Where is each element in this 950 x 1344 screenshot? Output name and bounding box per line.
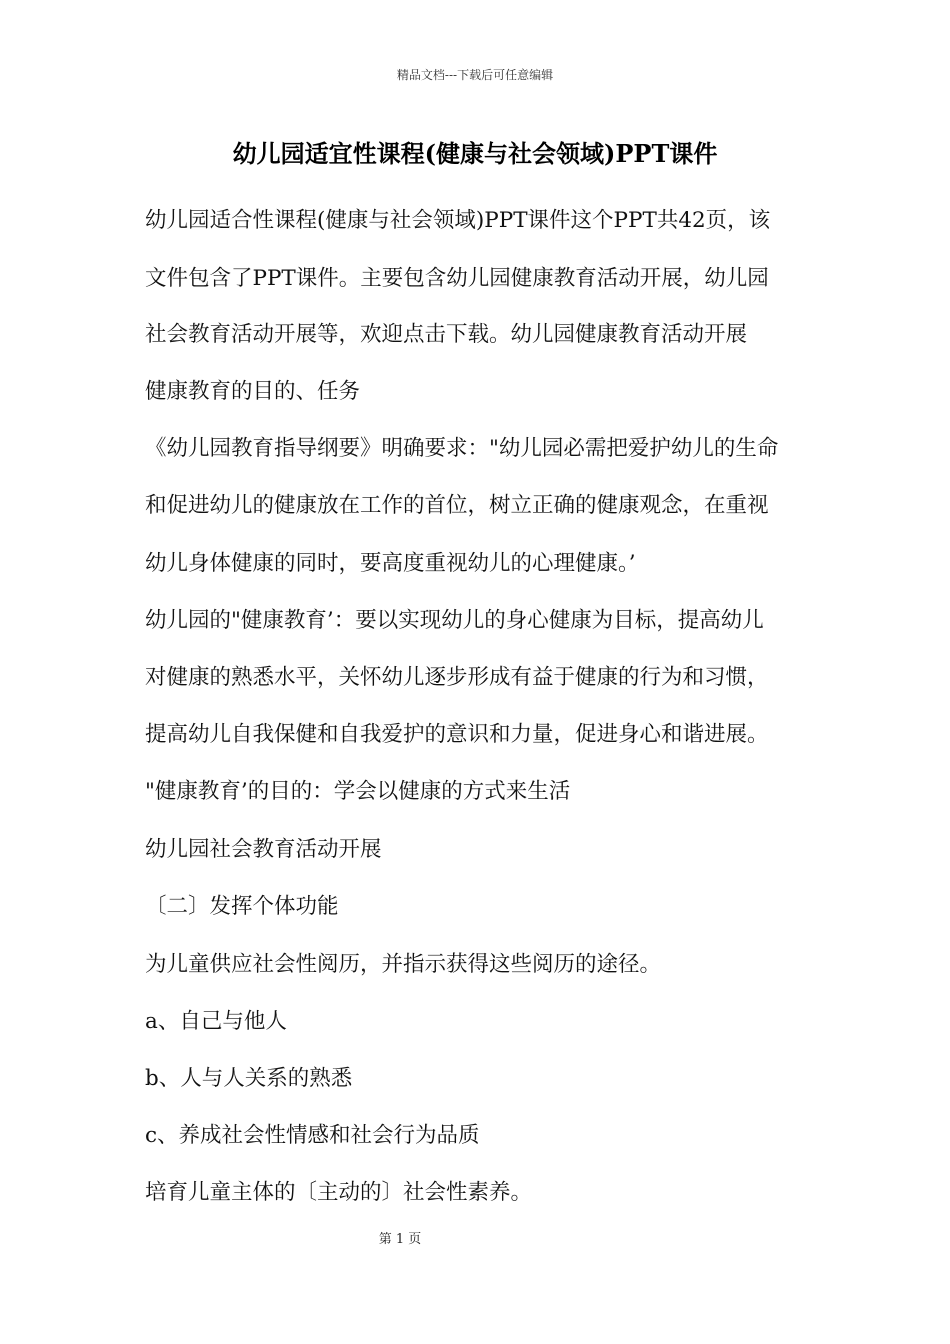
header-note: 精品文档---下载后可任意编辑 xyxy=(396,68,554,82)
body-line: 社会教育活动开展等，欢迎点击下载。幼儿园健康教育活动开展 xyxy=(145,322,748,347)
body-line: 幼儿园社会教育活动开展 xyxy=(145,837,382,862)
body-line: 《幼儿园教育指导纲要》明确要求："幼儿园必需把爱护幼儿的生命 xyxy=(145,436,779,461)
page-number: 第 1 页 xyxy=(378,1232,422,1247)
body-line: a、自己与他人 xyxy=(145,1009,287,1034)
body-line: 培育儿童主体的〔主动的〕社会性素养。 xyxy=(145,1180,533,1205)
body-line: 提高幼儿自我保健和自我爱护的意识和力量，促进身心和谐进展。 xyxy=(145,722,769,747)
body-line: 文件包含了PPT课件。主要包含幼儿园健康教育活动开展，幼儿园 xyxy=(145,266,769,291)
body-line: 和促进幼儿的健康放在工作的首位，树立正确的健康观念，在重视 xyxy=(145,493,769,518)
body-line: 为儿童供应社会性阅历，并指示获得这些阅历的途径。 xyxy=(145,952,662,977)
body-line: 对健康的熟悉水平，关怀幼儿逐步形成有益于健康的行为和习惯， xyxy=(145,665,769,690)
body-line: 幼儿园适合性课程(健康与社会领域)PPT课件这个PPT共42页，该 xyxy=(145,208,771,233)
body-line: c、养成社会性情感和社会行为品质 xyxy=(145,1123,480,1148)
body-line: 幼儿身体健康的同时，要高度重视幼儿的心理健康。’ xyxy=(145,551,636,576)
document-title: 幼儿园适宜性课程(健康与社会领域)PPT课件 xyxy=(232,139,718,168)
body-line: "健康教育’的目的：学会以健康的方式来生活 xyxy=(145,779,571,804)
body-line: 〔二〕发挥个体功能 xyxy=(145,894,339,919)
body-line: b、人与人关系的熟悉 xyxy=(145,1066,353,1091)
body-line: 幼儿园的"健康教育’：要以实现幼儿的身心健康为目标，提高幼儿 xyxy=(145,608,764,633)
body-line: 健康教育的目的、任务 xyxy=(145,379,361,404)
